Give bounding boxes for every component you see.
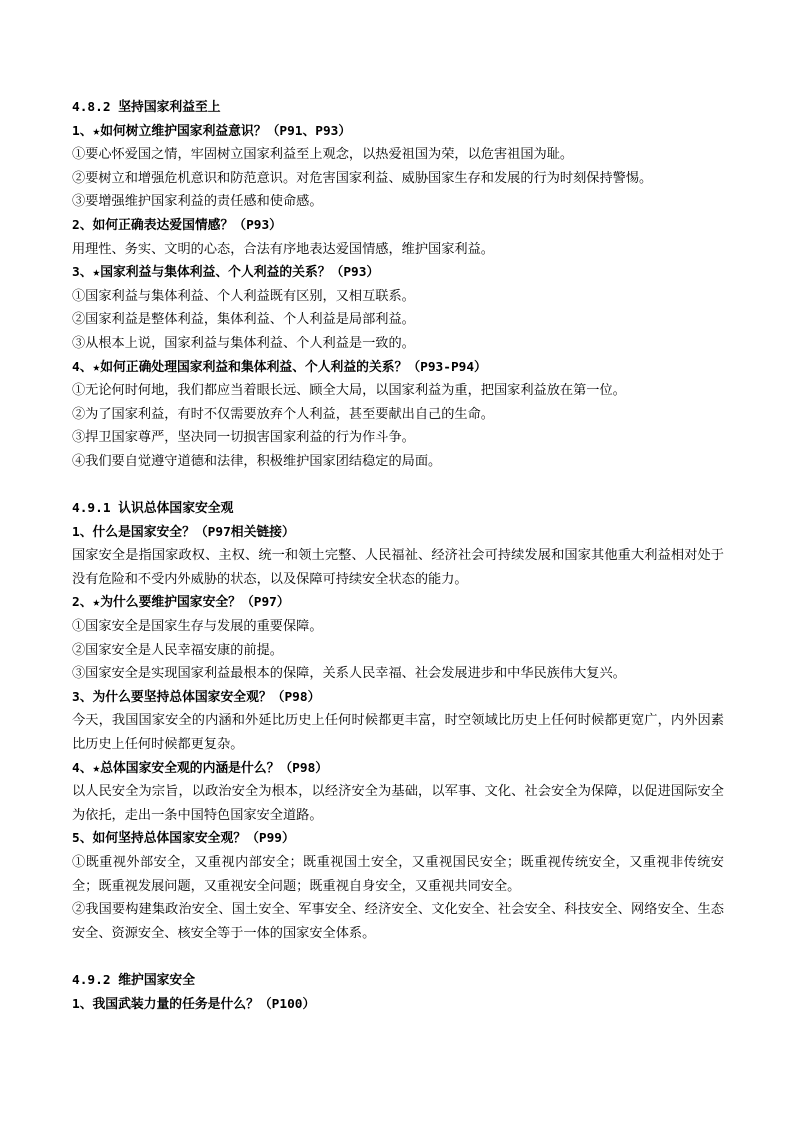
question: 4、★总体国家安全观的内涵是什么？（P98） [72,760,329,776]
question: 4、★如何正确处理国家利益和集体利益、个人利益的关系？（P93-P94） [72,359,487,375]
answer-line: ②国家利益是整体利益，集体利益、个人利益是局部利益。 [72,312,415,328]
question: 2、★为什么要维护国家安全？（P97） [72,595,290,611]
answer-line: ②国家安全是人民幸福安康的前提。 [72,642,283,658]
section-4-8-2 [72,96,724,474]
answer-line: ③国家安全是实现国家利益最根本的保障，关系人民幸福、社会发展进步和中华民族伟大复兴。 [72,666,626,682]
section-heading: 4.8.2 坚持国家利益至上 [72,100,221,115]
answer-paragraph: 今天，我国国家安全的内涵和外延比历史上任何时候都更丰富，时空领域比历史上任何时候都更宽广，内外因素比历史上任何时候都更复杂。 [72,713,724,753]
answer-line: ②为了国家利益，有时不仅需要放弃个人利益，甚至要献出自己的生命。 [72,406,494,422]
answer-paragraph: ①既重视外部安全，又重视内部安全；既重视国土安全，又重视国民安全；既重视传统安全，又重视非传统安全；既重视发展问题，又重视安全问题；既重视自身安全，又重视共同安全。 [72,855,724,894]
answer-line: ②要树立和增强危机意识和防范意识。对危害国家利益、威胁国家生存和发展的行为时刻保持警惕。 [72,170,653,186]
answer-line: ①国家利益与集体利益、个人利益既有区别，又相互联系。 [72,288,415,304]
answer-line: ③从根本上说，国家利益与集体利益、个人利益是一致的。 [72,335,415,351]
question: 2、如何正确表达爱国情感？（P93） [72,217,282,233]
question: 3、★国家利益与集体利益、个人利益的关系？（P93） [72,265,380,281]
question: 5、如何坚持总体国家安全观？（P99） [72,831,295,847]
answer-line: ①要心怀爱国之情，牢固树立国家利益至上观念，以热爱祖国为荣，以危害祖国为耻。 [72,147,574,163]
question: 1、什么是国家安全？（P97相关链接） [72,524,295,540]
answer-paragraph: ②我国要构建集政治安全、国土安全、军事安全、经济安全、文化安全、社会安全、科技安全、网络安全、生态安全、资源安全、核安全等于一体的国家安全体系。 [72,902,724,941]
answer-line: ③捍卫国家尊严，坚决同一切损害国家利益的行为作斗争。 [72,430,415,446]
answer-line: ①国家安全是国家生存与发展的重要保障。 [72,619,323,635]
section-4-9-1 [72,497,724,945]
answer-line: 用理性、务实、文明的心态，合法有序地表达爱国情感，维护国家利益。 [72,241,494,257]
section-heading: 4.9.2 维护国家安全 [72,972,196,988]
question: 1、★如何树立维护国家利益意识？（P91、P93） [72,123,352,139]
answer-paragraph: 国家安全是指国家政权、主权、统一和领土完整、人民福祉、经济社会可持续发展和国家其他重大利益相对处于没有危险和不受内外威胁的状态，以及保障可持续安全状态的能力。 [72,548,724,587]
answer-paragraph: 以人民安全为宗旨，以政治安全为根本，以经济安全为基础，以军事、文化、社会安全为保障，以促进国际安全为依托，走出一条中国特色国家安全道路。 [72,784,724,823]
question: 1、我国武装力量的任务是什么？（P100） [72,996,316,1012]
section-heading: 4.9.1 认识总体国家安全观 [72,501,234,517]
answer-line: ③要增强维护国家利益的责任感和使命感。 [72,194,323,210]
answer-line: ①无论何时何地，我们都应当着眼长远、顾全大局，以国家利益为重，把国家利益放在第一位。 [72,383,626,399]
answer-line: ④我们要自觉遵守道德和法律，积极维护国家团结稳定的局面。 [72,453,442,469]
question: 3、为什么要坚持总体国家安全观？（P98） [72,689,321,705]
document-page [72,96,724,1040]
section-4-9-2 [72,969,724,1016]
